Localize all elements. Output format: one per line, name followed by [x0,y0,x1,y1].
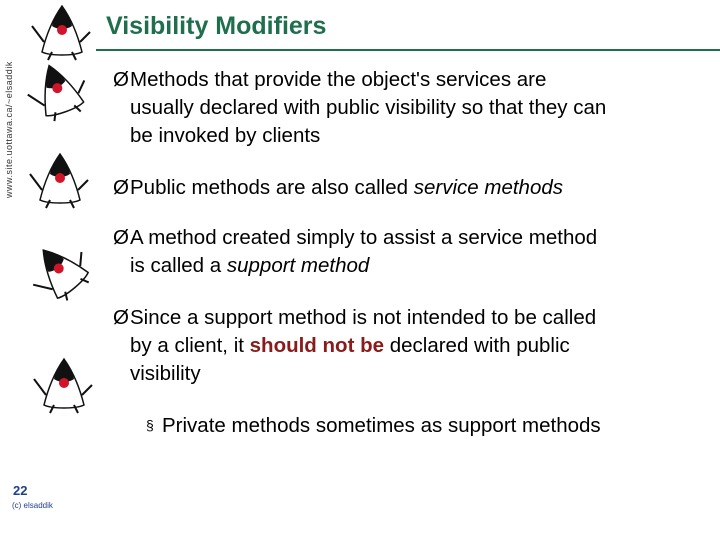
emphasis-text: should not be [249,334,385,357]
mascot-icon-4 [22,232,99,311]
mascot-column [22,0,102,440]
title-divider [96,49,720,51]
mascot-icon-1 [32,6,90,60]
page-number: 22 [13,483,28,498]
bullet-service-methods: ØPublic methods are also called service methods [113,174,703,202]
mascot-icon-3 [30,154,88,208]
bullet-not-public: ØSince a support method is not intended to be called by a client, it should not be declared with public visibility [113,306,597,385]
square-bullet-icon: § [146,417,154,433]
sub-bullet-private: § Private methods sometimes as support methods [146,411,601,440]
mascot-icon-2 [22,56,94,127]
side-url: www.site.uottawa.ca/~elsaddik [4,61,14,198]
copyright: (c) elsaddik [12,501,53,510]
bullet-arrow-icon: Ø [113,226,129,249]
bullet-arrow-icon: Ø [113,176,129,199]
bullet-arrow-icon: Ø [113,306,129,329]
mascot-icon-5 [34,359,92,413]
bullet-support-method: ØA method created simply to assist a service method is called a support method [113,226,598,277]
bullet-arrow-icon: Ø [113,68,129,91]
slide-title: Visibility Modifiers [106,12,327,40]
bullet-services: ØMethods that provide the object's services are usually declared with public visibility so that they can be invoked by clients [113,68,607,147]
